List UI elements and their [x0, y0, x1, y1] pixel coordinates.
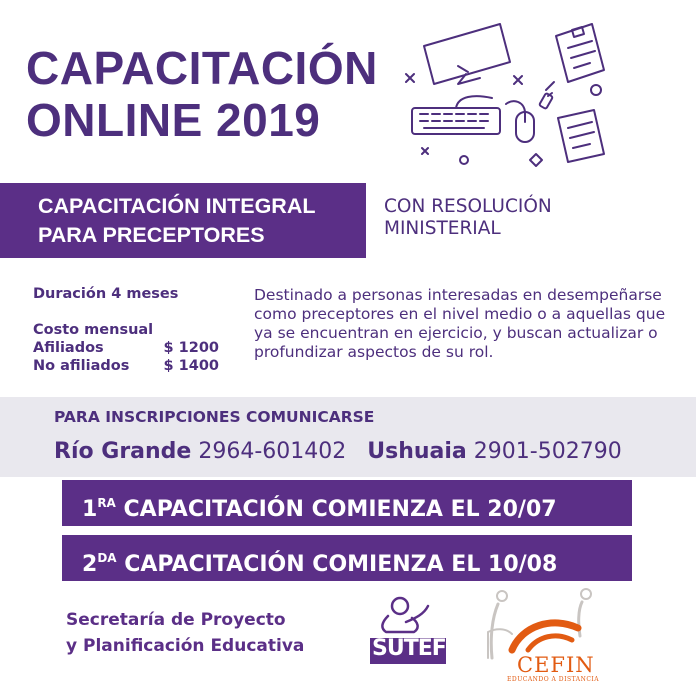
title-line-2: ONLINE 2019	[26, 94, 321, 146]
start-text: CAPACITACIÓN COMIENZA EL 10/08	[124, 552, 558, 577]
cost-label: Costo mensual	[33, 322, 154, 338]
price-row	[33, 339, 219, 357]
price-value: $ 1200	[163, 340, 219, 356]
start-date-band	[62, 535, 632, 581]
contact-phones	[54, 439, 622, 464]
duration-text: Duración 4 meses	[33, 286, 179, 302]
price-value: $ 1400	[163, 358, 219, 374]
start-ordinal-suffix: DA	[97, 551, 117, 565]
cefin-logo-text: CEFIN	[517, 653, 595, 677]
course-description: Destinado a personas interesadas en desempeñarse como preceptores en el nivel medio o a aquellas que ya se encuentran en ejercicio, y buscan actualizar o profundizar aspectos de su rol.	[254, 286, 666, 361]
city-name: Río Grande	[54, 439, 192, 464]
organizer-line-1: Secretaría de Proyecto	[66, 610, 286, 630]
title-line-1: CAPACITACIÓN	[26, 42, 378, 94]
course-line-1: CAPACITACIÓN INTEGRAL	[38, 194, 316, 218]
phone-number[interactable]: 2964-601402	[198, 439, 347, 464]
resolucion-line-2: MINISTERIAL	[384, 218, 501, 239]
start-ordinal-suffix: RA	[97, 496, 116, 510]
organizer-name	[66, 607, 304, 659]
price-row	[33, 357, 219, 375]
resolucion-line-1: CON RESOLUCIÓN	[384, 196, 552, 217]
course-info	[33, 285, 219, 375]
phone-number[interactable]: 2901-502790	[473, 439, 622, 464]
office-illustration-icon	[396, 14, 626, 174]
sutef-logo-icon	[362, 592, 454, 674]
price-label: Afiliados	[33, 340, 104, 356]
city-name: Ushuaia	[367, 439, 467, 464]
course-band-edge	[0, 183, 26, 258]
sutef-logo-text: SUTEF	[372, 636, 446, 661]
contact-heading: PARA INSCRIPCIONES COMUNICARSE	[54, 408, 375, 426]
start-text: CAPACITACIÓN COMIENZA EL 20/07	[123, 497, 557, 522]
start-date-band	[62, 480, 632, 526]
organizer-line-2: y Planificación Educativa	[66, 636, 305, 656]
start-ordinal: 2	[82, 552, 98, 577]
start-ordinal: 1	[82, 497, 98, 522]
course-line-2: PARA PRECEPTORES	[38, 223, 265, 247]
page-title	[26, 42, 378, 146]
course-title-band	[26, 183, 366, 258]
cefin-logo-tagline: EDUCANDO A DISTANCIA	[507, 676, 600, 683]
price-label: No afiliados	[33, 358, 130, 374]
resolucion-label	[384, 196, 552, 240]
